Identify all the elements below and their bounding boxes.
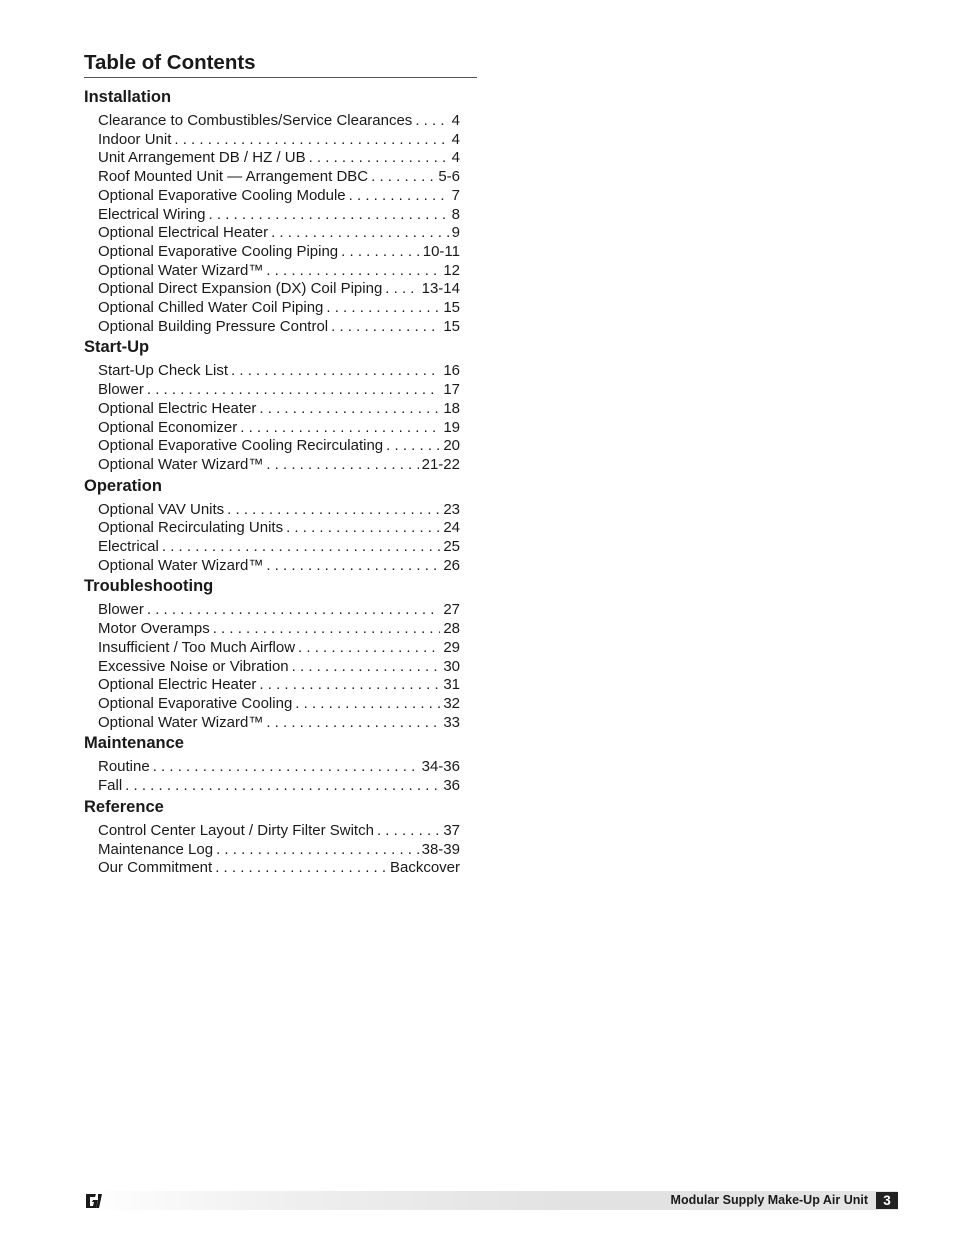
- toc-entry[interactable]: [98, 519, 460, 538]
- dot-leader: [266, 262, 440, 281]
- table-of-contents: [84, 50, 477, 878]
- toc-entry-page: 13-14: [421, 280, 460, 298]
- dot-leader: [292, 658, 441, 677]
- toc-entry[interactable]: [98, 456, 460, 475]
- toc-entry[interactable]: [98, 620, 460, 639]
- toc-entry-list: [98, 822, 460, 878]
- toc-entry-label: Optional Economizer: [98, 418, 238, 436]
- dot-leader: [341, 243, 420, 262]
- page-number: 3: [876, 1192, 898, 1209]
- toc-entry[interactable]: [98, 501, 460, 520]
- dot-leader: [209, 206, 449, 225]
- toc-entry[interactable]: [98, 822, 460, 841]
- dot-leader: [162, 538, 440, 557]
- toc-entry-label: Optional Evaporative Cooling: [98, 694, 293, 712]
- section-heading: Start-Up: [84, 338, 150, 357]
- toc-entry-page: 20: [443, 437, 460, 455]
- dot-leader: [125, 777, 440, 796]
- toc-entry-label: Optional Evaporative Cooling Module: [98, 186, 346, 204]
- greenheck-logo-icon: [84, 1192, 103, 1209]
- toc-entry[interactable]: [98, 419, 460, 438]
- toc-entry[interactable]: [98, 859, 460, 878]
- toc-entry-label: Roof Mounted Unit — Arrangement DBC: [98, 168, 369, 186]
- toc-entry-label: Optional Electrical Heater: [98, 224, 269, 242]
- toc-entry-page: 9: [451, 224, 460, 242]
- toc-section: [84, 476, 477, 576]
- toc-entry-label: Insufficient / Too Much Airflow: [98, 638, 296, 656]
- dot-leader: [286, 519, 440, 538]
- dot-leader: [266, 714, 440, 733]
- dot-leader: [386, 437, 440, 456]
- toc-entry-list: [98, 601, 460, 732]
- dot-leader: [231, 362, 440, 381]
- toc-entry-label: Fall: [98, 777, 123, 795]
- toc-section: [84, 733, 477, 795]
- section-heading: Reference: [84, 797, 164, 816]
- toc-entry-list: [98, 112, 460, 336]
- toc-entry-page: 27: [443, 601, 460, 619]
- dot-leader: [227, 501, 440, 520]
- dot-leader: [309, 149, 449, 168]
- toc-entry-page: 21-22: [421, 455, 460, 473]
- toc-sections: [84, 87, 477, 878]
- toc-entry-page: 4: [451, 112, 460, 129]
- toc-entry[interactable]: [98, 299, 460, 318]
- toc-entry-page: 8: [451, 205, 460, 223]
- dot-leader: [147, 381, 440, 400]
- toc-entry-label: Control Center Layout / Dirty Filter Switch: [98, 821, 374, 839]
- toc-entry[interactable]: [98, 224, 460, 243]
- dot-leader: [266, 456, 418, 475]
- toc-entry-page: 15: [443, 317, 460, 335]
- dot-leader: [147, 601, 440, 620]
- toc-section: [84, 87, 477, 336]
- toc-entry-page: 30: [443, 657, 460, 675]
- dot-leader: [349, 187, 449, 206]
- toc-entry-page: 16: [443, 362, 460, 380]
- toc-entry[interactable]: [98, 280, 460, 299]
- toc-entry-list: [98, 362, 460, 474]
- toc-entry[interactable]: [98, 557, 460, 576]
- dot-leader: [331, 318, 440, 337]
- toc-entry[interactable]: [98, 243, 460, 262]
- toc-entry-label: Our Commitment: [98, 859, 213, 877]
- toc-entry-page: 12: [443, 261, 460, 279]
- toc-entry-page: 7: [451, 186, 460, 204]
- toc-entry-page: 23: [443, 500, 460, 518]
- toc-entry-label: Electrical: [98, 538, 159, 556]
- toc-entry-label: Electrical Wiring: [98, 205, 206, 223]
- toc-entry-label: Optional Water Wizard™: [98, 713, 264, 731]
- section-heading: Installation: [84, 88, 172, 106]
- toc-entry[interactable]: [98, 318, 460, 337]
- toc-entry-page: 19: [443, 418, 460, 436]
- toc-entry-label: Optional Recirculating Units: [98, 519, 284, 537]
- toc-entry[interactable]: [98, 658, 460, 677]
- toc-entry-label: Routine: [98, 758, 150, 776]
- toc-entry-label: Blower: [98, 601, 144, 619]
- toc-entry-label: Optional Evaporative Cooling Piping: [98, 242, 339, 260]
- toc-entry-page: 36: [443, 777, 460, 795]
- toc-entry-label: Optional Building Pressure Control: [98, 317, 329, 335]
- toc-entry-label: Optional Water Wizard™: [98, 455, 264, 473]
- toc-entry-page: 26: [443, 556, 460, 574]
- dot-leader: [259, 676, 440, 695]
- dot-leader: [259, 400, 440, 419]
- dot-leader: [213, 620, 441, 639]
- toc-entry-page: 29: [443, 638, 460, 656]
- toc-entry-label: Clearance to Combustibles/Service Clearances: [98, 112, 413, 129]
- dot-leader: [215, 859, 387, 878]
- toc-entry-page: 5-6: [438, 168, 460, 186]
- toc-entry[interactable]: [98, 206, 460, 225]
- toc-entry-page: 4: [451, 130, 460, 148]
- toc-entry-label: Optional Electric Heater: [98, 676, 257, 694]
- toc-entry[interactable]: [98, 777, 460, 796]
- toc-entry[interactable]: [98, 262, 460, 281]
- toc-entry-page: Backcover: [389, 859, 460, 877]
- toc-entry[interactable]: [98, 601, 460, 620]
- toc-entry-page: 24: [443, 519, 460, 537]
- toc-entry-page: 31: [443, 676, 460, 694]
- toc-entry-list: [98, 501, 460, 576]
- dot-leader: [216, 841, 419, 860]
- toc-entry-page: 10-11: [422, 242, 460, 260]
- toc-section: [84, 576, 477, 732]
- dot-leader: [266, 557, 440, 576]
- toc-entry[interactable]: [98, 149, 460, 168]
- dot-leader: [326, 299, 440, 318]
- toc-entry-page: 34-36: [421, 758, 460, 776]
- toc-entry[interactable]: [98, 112, 460, 131]
- toc-entry[interactable]: [98, 131, 460, 150]
- toc-section: [84, 797, 477, 878]
- toc-entry-list: [98, 758, 460, 795]
- toc-entry[interactable]: [98, 362, 460, 381]
- toc-section: [84, 337, 477, 474]
- dot-leader: [385, 280, 418, 299]
- toc-entry[interactable]: [98, 437, 460, 456]
- dot-leader: [377, 822, 440, 841]
- dot-leader: [298, 639, 440, 658]
- toc-entry[interactable]: [98, 400, 460, 419]
- toc-entry-page: 15: [443, 299, 460, 317]
- dot-leader: [240, 419, 440, 438]
- toc-entry-page: 32: [443, 694, 460, 712]
- toc-entry-label: Indoor Unit: [98, 130, 172, 148]
- dot-leader: [271, 224, 449, 243]
- toc-entry-page: 33: [443, 713, 460, 731]
- toc-entry[interactable]: [98, 758, 460, 777]
- toc-entry[interactable]: [98, 841, 460, 860]
- section-heading: Maintenance: [84, 734, 184, 753]
- toc-entry-label: Maintenance Log: [98, 840, 214, 858]
- dot-leader: [174, 131, 448, 150]
- toc-entry-page: 4: [451, 149, 460, 167]
- toc-entry-label: Optional Water Wizard™: [98, 261, 264, 279]
- toc-entry-page: 17: [443, 381, 460, 399]
- toc-entry-label: Optional Electric Heater: [98, 399, 257, 417]
- toc-entry[interactable]: [98, 695, 460, 714]
- toc-entry-label: Start-Up Check List: [98, 362, 229, 380]
- section-heading: Troubleshooting: [84, 577, 214, 596]
- dot-leader: [415, 112, 448, 131]
- toc-entry-label: Optional Evaporative Cooling Recirculating: [98, 437, 384, 455]
- toc-entry-label: Unit Arrangement DB / HZ / UB: [98, 149, 306, 167]
- toc-entry-label: Optional Chilled Water Coil Piping: [98, 299, 324, 317]
- toc-entry-label: Optional VAV Units: [98, 500, 225, 518]
- dot-leader: [371, 168, 435, 187]
- dot-leader: [295, 695, 440, 714]
- toc-entry[interactable]: [98, 714, 460, 733]
- toc-entry-label: Optional Direct Expansion (DX) Coil Piping: [98, 280, 383, 298]
- toc-entry-page: 37: [443, 821, 460, 839]
- toc-entry-label: Excessive Noise or Vibration: [98, 657, 289, 675]
- section-heading: Operation: [84, 476, 162, 495]
- toc-entry-page: 18: [443, 399, 460, 417]
- dot-leader: [153, 758, 419, 777]
- toc-entry[interactable]: [98, 538, 460, 557]
- toc-entry-label: Blower: [98, 381, 144, 399]
- toc-entry-page: 25: [443, 538, 460, 556]
- toc-entry[interactable]: [98, 381, 460, 400]
- page-title: Table of Contents: [84, 50, 477, 78]
- toc-entry[interactable]: [98, 168, 460, 187]
- footer-document-title: Modular Supply Make-Up Air Unit: [670, 1193, 868, 1207]
- toc-entry[interactable]: [98, 639, 460, 658]
- toc-entry[interactable]: [98, 187, 460, 206]
- toc-entry-page: 38-39: [421, 840, 460, 858]
- toc-entry-label: Motor Overamps: [98, 620, 210, 638]
- toc-entry[interactable]: [98, 676, 460, 695]
- toc-entry-page: 28: [443, 620, 460, 638]
- page-footer: [84, 1191, 898, 1210]
- toc-entry-label: Optional Water Wizard™: [98, 556, 264, 574]
